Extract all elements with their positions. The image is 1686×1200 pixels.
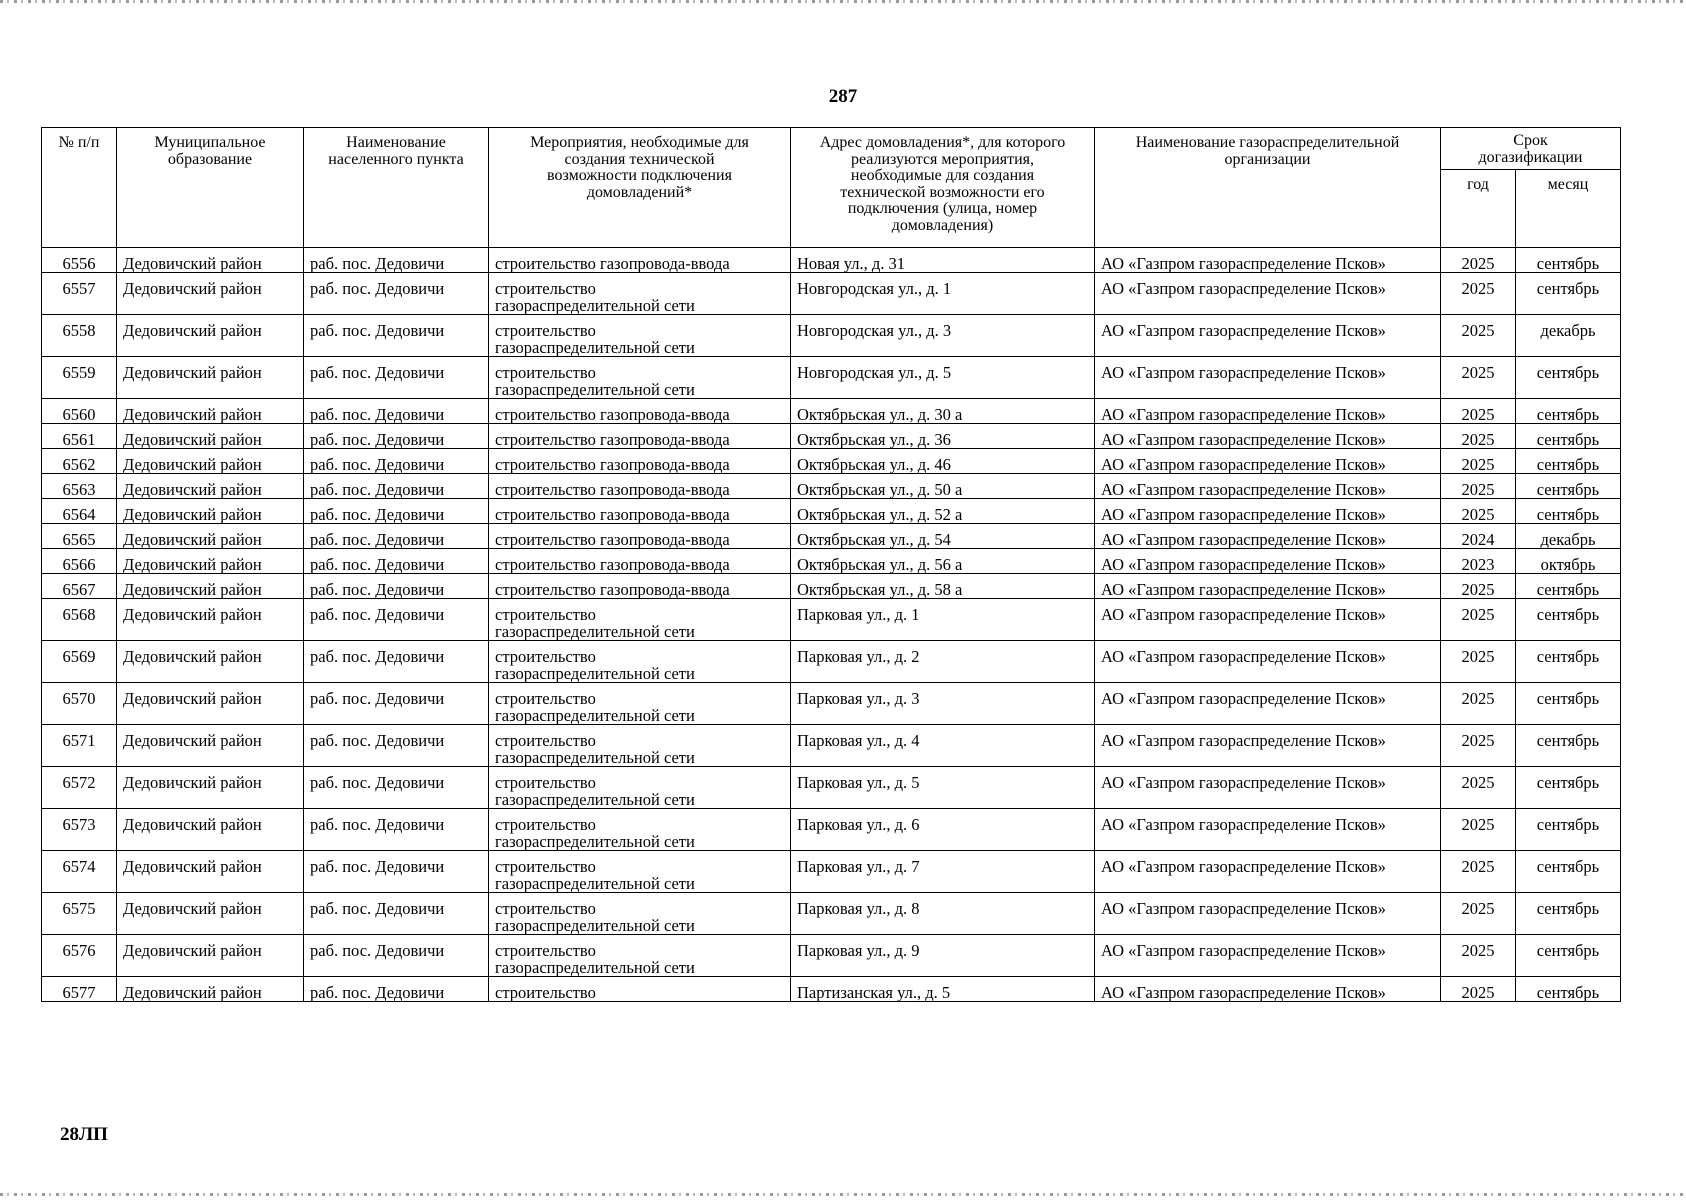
measures-line: строительство xyxy=(495,773,596,792)
row-number: 6562 xyxy=(42,449,117,474)
organization-cell: АО «Газпром газораспределение Псков» xyxy=(1095,399,1441,424)
measures-cell xyxy=(489,524,791,549)
table-row xyxy=(42,273,1621,315)
table-row xyxy=(42,977,1621,1002)
municipality-cell: Дедовичский район xyxy=(117,549,304,574)
address-cell: Парковая ул., д. 4 xyxy=(791,725,1095,767)
measures-cell xyxy=(489,357,791,399)
address-cell: Новгородская ул., д. 3 xyxy=(791,315,1095,357)
year-cell: 2025 xyxy=(1441,767,1516,809)
row-number: 6573 xyxy=(42,809,117,851)
table-row xyxy=(42,599,1621,641)
address-cell: Парковая ул., д. 6 xyxy=(791,809,1095,851)
measures-cell xyxy=(489,935,791,977)
address-cell: Октябрьская ул., д. 56 а xyxy=(791,549,1095,574)
settlement-cell: раб. пос. Дедовичи xyxy=(304,767,489,809)
organization-cell: АО «Газпром газораспределение Псков» xyxy=(1095,273,1441,315)
row-number: 6560 xyxy=(42,399,117,424)
year-cell: 2025 xyxy=(1441,474,1516,499)
municipality-cell: Дедовичский район xyxy=(117,935,304,977)
measures-cell xyxy=(489,273,791,315)
organization-cell: АО «Газпром газораспределение Псков» xyxy=(1095,935,1441,977)
month-cell: сентябрь xyxy=(1516,599,1621,641)
organization-cell: АО «Газпром газораспределение Псков» xyxy=(1095,683,1441,725)
municipality-cell: Дедовичский район xyxy=(117,683,304,725)
settlement-cell: раб. пос. Дедовичи xyxy=(304,248,489,273)
address-cell: Парковая ул., д. 3 xyxy=(791,683,1095,725)
settlement-cell: раб. пос. Дедовичи xyxy=(304,725,489,767)
municipality-cell: Дедовичский район xyxy=(117,499,304,524)
measures-line: строительство xyxy=(495,647,596,666)
month-cell: сентябрь xyxy=(1516,474,1621,499)
measures-line: строительство газопровода-ввода xyxy=(495,555,730,574)
address-cell: Новгородская ул., д. 1 xyxy=(791,273,1095,315)
month-cell: сентябрь xyxy=(1516,977,1621,1002)
measures-line: строительство xyxy=(495,605,596,624)
municipality-cell: Дедовичский район xyxy=(117,524,304,549)
measures-cell xyxy=(489,599,791,641)
measures-cell xyxy=(489,683,791,725)
page-number: 287 xyxy=(828,86,858,107)
table-row xyxy=(42,574,1621,599)
measures-line: строительство xyxy=(495,731,596,750)
measures-cell xyxy=(489,315,791,357)
measures-cell xyxy=(489,248,791,273)
measures-cell xyxy=(489,641,791,683)
address-cell: Октябрьская ул., д. 58 а xyxy=(791,574,1095,599)
table-row xyxy=(42,683,1621,725)
row-number: 6576 xyxy=(42,935,117,977)
measures-line: строительство газопровода-ввода xyxy=(495,254,730,273)
row-number: 6571 xyxy=(42,725,117,767)
address-cell: Октябрьская ул., д. 52 а xyxy=(791,499,1095,524)
municipality-cell: Дедовичский район xyxy=(117,574,304,599)
table-body xyxy=(42,248,1621,1002)
municipality-cell: Дедовичский район xyxy=(117,474,304,499)
measures-line: строительство газопровода-ввода xyxy=(495,455,730,474)
municipality-cell: Дедовичский район xyxy=(117,273,304,315)
month-cell: сентябрь xyxy=(1516,725,1621,767)
year-cell: 2025 xyxy=(1441,683,1516,725)
row-number: 6565 xyxy=(42,524,117,549)
address-cell: Парковая ул., д. 8 xyxy=(791,893,1095,935)
year-cell: 2025 xyxy=(1441,357,1516,399)
settlement-cell: раб. пос. Дедовичи xyxy=(304,599,489,641)
table-row xyxy=(42,357,1621,399)
gasification-table xyxy=(41,127,1621,1002)
month-cell: сентябрь xyxy=(1516,767,1621,809)
month-cell: сентябрь xyxy=(1516,641,1621,683)
municipality-cell: Дедовичский район xyxy=(117,357,304,399)
settlement-cell: раб. пос. Дедовичи xyxy=(304,683,489,725)
scan-edge-bottom xyxy=(0,1193,1686,1196)
organization-cell: АО «Газпром газораспределение Псков» xyxy=(1095,524,1441,549)
measures-line: газораспределительной сети xyxy=(495,832,695,851)
organization-cell: АО «Газпром газораспределение Псков» xyxy=(1095,449,1441,474)
measures-cell xyxy=(489,574,791,599)
address-cell: Октябрьская ул., д. 50 а xyxy=(791,474,1095,499)
document-code: 28ЛП xyxy=(60,1124,108,1145)
header-measures: Мероприятия, необходимые для создания технической возможности подключения домовладений* xyxy=(489,128,791,248)
measures-line: строительство xyxy=(495,857,596,876)
table-header xyxy=(42,128,1621,248)
measures-line: строительство газопровода-ввода xyxy=(495,405,730,424)
settlement-cell: раб. пос. Дедовичи xyxy=(304,449,489,474)
year-cell: 2025 xyxy=(1441,273,1516,315)
municipality-cell: Дедовичский район xyxy=(117,809,304,851)
address-cell: Парковая ул., д. 5 xyxy=(791,767,1095,809)
measures-line: строительство xyxy=(495,941,596,960)
table-row xyxy=(42,449,1621,474)
month-cell: сентябрь xyxy=(1516,851,1621,893)
settlement-cell: раб. пос. Дедовичи xyxy=(304,399,489,424)
month-cell: сентябрь xyxy=(1516,893,1621,935)
measures-line: строительство газопровода-ввода xyxy=(495,430,730,449)
measures-cell xyxy=(489,424,791,449)
year-cell: 2023 xyxy=(1441,549,1516,574)
settlement-cell: раб. пос. Дедовичи xyxy=(304,574,489,599)
municipality-cell: Дедовичский район xyxy=(117,399,304,424)
settlement-cell: раб. пос. Дедовичи xyxy=(304,641,489,683)
measures-cell xyxy=(489,474,791,499)
municipality-cell: Дедовичский район xyxy=(117,641,304,683)
address-cell: Парковая ул., д. 7 xyxy=(791,851,1095,893)
month-cell: сентябрь xyxy=(1516,683,1621,725)
settlement-cell: раб. пос. Дедовичи xyxy=(304,524,489,549)
organization-cell: АО «Газпром газораспределение Псков» xyxy=(1095,248,1441,273)
measures-line: строительство xyxy=(495,279,596,298)
row-number: 6556 xyxy=(42,248,117,273)
table-row xyxy=(42,767,1621,809)
address-cell: Октябрьская ул., д. 54 xyxy=(791,524,1095,549)
year-cell: 2025 xyxy=(1441,851,1516,893)
measures-cell xyxy=(489,449,791,474)
table-row xyxy=(42,248,1621,273)
year-cell: 2025 xyxy=(1441,499,1516,524)
row-number: 6566 xyxy=(42,549,117,574)
measures-line: газораспределительной сети xyxy=(495,748,695,767)
row-number: 6568 xyxy=(42,599,117,641)
year-cell: 2025 xyxy=(1441,399,1516,424)
organization-cell: АО «Газпром газораспределение Псков» xyxy=(1095,315,1441,357)
year-cell: 2025 xyxy=(1441,977,1516,1002)
organization-cell: АО «Газпром газораспределение Псков» xyxy=(1095,641,1441,683)
municipality-cell: Дедовичский район xyxy=(117,248,304,273)
organization-cell: АО «Газпром газораспределение Псков» xyxy=(1095,474,1441,499)
measures-line: газораспределительной сети xyxy=(495,622,695,641)
settlement-cell: раб. пос. Дедовичи xyxy=(304,499,489,524)
measures-cell xyxy=(489,809,791,851)
month-cell: сентябрь xyxy=(1516,399,1621,424)
measures-line: строительство газопровода-ввода xyxy=(495,580,730,599)
organization-cell: АО «Газпром газораспределение Псков» xyxy=(1095,809,1441,851)
address-cell: Партизанская ул., д. 5 xyxy=(791,977,1095,1002)
organization-cell: АО «Газпром газораспределение Псков» xyxy=(1095,893,1441,935)
measures-line: газораспределительной сети xyxy=(495,790,695,809)
month-cell: сентябрь xyxy=(1516,935,1621,977)
address-cell: Парковая ул., д. 1 xyxy=(791,599,1095,641)
year-cell: 2025 xyxy=(1441,424,1516,449)
row-number: 6558 xyxy=(42,315,117,357)
year-cell: 2025 xyxy=(1441,574,1516,599)
address-cell: Новгородская ул., д. 5 xyxy=(791,357,1095,399)
measures-line: строительство xyxy=(495,899,596,918)
year-cell: 2025 xyxy=(1441,449,1516,474)
measures-cell xyxy=(489,977,791,1002)
measures-line: газораспределительной сети xyxy=(495,958,695,977)
municipality-cell: Дедовичский район xyxy=(117,725,304,767)
table-row xyxy=(42,499,1621,524)
row-number: 6563 xyxy=(42,474,117,499)
table-row xyxy=(42,893,1621,935)
measures-line: строительство газопровода-ввода xyxy=(495,480,730,499)
organization-cell: АО «Газпром газораспределение Псков» xyxy=(1095,599,1441,641)
measures-cell xyxy=(489,767,791,809)
organization-cell: АО «Газпром газораспределение Псков» xyxy=(1095,424,1441,449)
settlement-cell: раб. пос. Дедовичи xyxy=(304,809,489,851)
settlement-cell: раб. пос. Дедовичи xyxy=(304,935,489,977)
row-number: 6564 xyxy=(42,499,117,524)
measures-line: строительство газопровода-ввода xyxy=(495,530,730,549)
measures-line: газораспределительной сети xyxy=(495,380,695,399)
year-cell: 2025 xyxy=(1441,599,1516,641)
measures-cell xyxy=(489,851,791,893)
settlement-cell: раб. пос. Дедовичи xyxy=(304,474,489,499)
year-cell: 2025 xyxy=(1441,315,1516,357)
table-row xyxy=(42,399,1621,424)
measures-line: строительство xyxy=(495,363,596,382)
row-number: 6557 xyxy=(42,273,117,315)
row-number: 6577 xyxy=(42,977,117,1002)
municipality-cell: Дедовичский район xyxy=(117,315,304,357)
organization-cell: АО «Газпром газораспределение Псков» xyxy=(1095,977,1441,1002)
settlement-cell: раб. пос. Дедовичи xyxy=(304,549,489,574)
organization-cell: АО «Газпром газораспределение Псков» xyxy=(1095,549,1441,574)
organization-cell: АО «Газпром газораспределение Псков» xyxy=(1095,767,1441,809)
scan-edge-top xyxy=(0,0,1686,3)
month-cell: сентябрь xyxy=(1516,449,1621,474)
settlement-cell: раб. пос. Дедовичи xyxy=(304,851,489,893)
measures-cell xyxy=(489,725,791,767)
measures-cell xyxy=(489,399,791,424)
header-term: Срок догазификации xyxy=(1441,128,1621,170)
table-row xyxy=(42,851,1621,893)
month-cell: сентябрь xyxy=(1516,574,1621,599)
row-number: 6567 xyxy=(42,574,117,599)
year-cell: 2024 xyxy=(1441,524,1516,549)
organization-cell: АО «Газпром газораспределение Псков» xyxy=(1095,574,1441,599)
year-cell: 2025 xyxy=(1441,248,1516,273)
measures-line: строительство xyxy=(495,983,596,1002)
table-row xyxy=(42,315,1621,357)
year-cell: 2025 xyxy=(1441,641,1516,683)
month-cell: декабрь xyxy=(1516,315,1621,357)
settlement-cell: раб. пос. Дедовичи xyxy=(304,357,489,399)
settlement-cell: раб. пос. Дедовичи xyxy=(304,315,489,357)
row-number: 6574 xyxy=(42,851,117,893)
month-cell: сентябрь xyxy=(1516,809,1621,851)
row-number: 6559 xyxy=(42,357,117,399)
municipality-cell: Дедовичский район xyxy=(117,767,304,809)
organization-cell: АО «Газпром газораспределение Псков» xyxy=(1095,725,1441,767)
address-cell: Октябрьская ул., д. 36 xyxy=(791,424,1095,449)
settlement-cell: раб. пос. Дедовичи xyxy=(304,424,489,449)
table-row xyxy=(42,641,1621,683)
year-cell: 2025 xyxy=(1441,893,1516,935)
measures-line: газораспределительной сети xyxy=(495,706,695,725)
municipality-cell: Дедовичский район xyxy=(117,977,304,1002)
header-municipality: Муниципальное образование xyxy=(117,128,304,248)
month-cell: сентябрь xyxy=(1516,424,1621,449)
address-cell: Парковая ул., д. 2 xyxy=(791,641,1095,683)
measures-line: газораспределительной сети xyxy=(495,664,695,683)
organization-cell: АО «Газпром газораспределение Псков» xyxy=(1095,499,1441,524)
municipality-cell: Дедовичский район xyxy=(117,424,304,449)
table-row xyxy=(42,524,1621,549)
row-number: 6569 xyxy=(42,641,117,683)
measures-line: газораспределительной сети xyxy=(495,874,695,893)
organization-cell: АО «Газпром газораспределение Псков» xyxy=(1095,851,1441,893)
measures-cell xyxy=(489,893,791,935)
settlement-cell: раб. пос. Дедовичи xyxy=(304,893,489,935)
municipality-cell: Дедовичский район xyxy=(117,599,304,641)
year-cell: 2025 xyxy=(1441,809,1516,851)
header-year: год xyxy=(1441,170,1516,248)
header-address: Адрес домовладения*, для которого реализуются мероприятия, необходимые для создания технической возможности его подключения (улица, номер домовладения) xyxy=(791,128,1095,248)
address-cell: Новая ул., д. 31 xyxy=(791,248,1095,273)
row-number: 6570 xyxy=(42,683,117,725)
settlement-cell: раб. пос. Дедовичи xyxy=(304,273,489,315)
year-cell: 2025 xyxy=(1441,725,1516,767)
address-cell: Октябрьская ул., д. 46 xyxy=(791,449,1095,474)
month-cell: сентябрь xyxy=(1516,248,1621,273)
header-month: месяц xyxy=(1516,170,1621,248)
measures-line: строительство xyxy=(495,815,596,834)
row-number: 6575 xyxy=(42,893,117,935)
measures-line: строительство xyxy=(495,321,596,340)
municipality-cell: Дедовичский район xyxy=(117,449,304,474)
measures-line: газораспределительной сети xyxy=(495,338,695,357)
row-number: 6561 xyxy=(42,424,117,449)
address-cell: Парковая ул., д. 9 xyxy=(791,935,1095,977)
measures-line: строительство xyxy=(495,689,596,708)
year-cell: 2025 xyxy=(1441,935,1516,977)
header-organization: Наименование газораспределительной организации xyxy=(1095,128,1441,248)
header-settlement: Наименование населенного пункта xyxy=(304,128,489,248)
month-cell: декабрь xyxy=(1516,524,1621,549)
measures-line: газораспределительной сети xyxy=(495,296,695,315)
municipality-cell: Дедовичский район xyxy=(117,893,304,935)
measures-line: газораспределительной сети xyxy=(495,916,695,935)
settlement-cell: раб. пос. Дедовичи xyxy=(304,977,489,1002)
table-row xyxy=(42,935,1621,977)
table-row xyxy=(42,549,1621,574)
table-row xyxy=(42,424,1621,449)
month-cell: сентябрь xyxy=(1516,499,1621,524)
organization-cell: АО «Газпром газораспределение Псков» xyxy=(1095,357,1441,399)
measures-cell xyxy=(489,549,791,574)
table-row xyxy=(42,474,1621,499)
month-cell: сентябрь xyxy=(1516,273,1621,315)
row-number: 6572 xyxy=(42,767,117,809)
table-row xyxy=(42,725,1621,767)
measures-line: строительство газопровода-ввода xyxy=(495,505,730,524)
municipality-cell: Дедовичский район xyxy=(117,851,304,893)
month-cell: октябрь xyxy=(1516,549,1621,574)
table-row xyxy=(42,809,1621,851)
address-cell: Октябрьская ул., д. 30 а xyxy=(791,399,1095,424)
measures-cell xyxy=(489,499,791,524)
month-cell: сентябрь xyxy=(1516,357,1621,399)
header-num: № п/п xyxy=(42,128,117,248)
